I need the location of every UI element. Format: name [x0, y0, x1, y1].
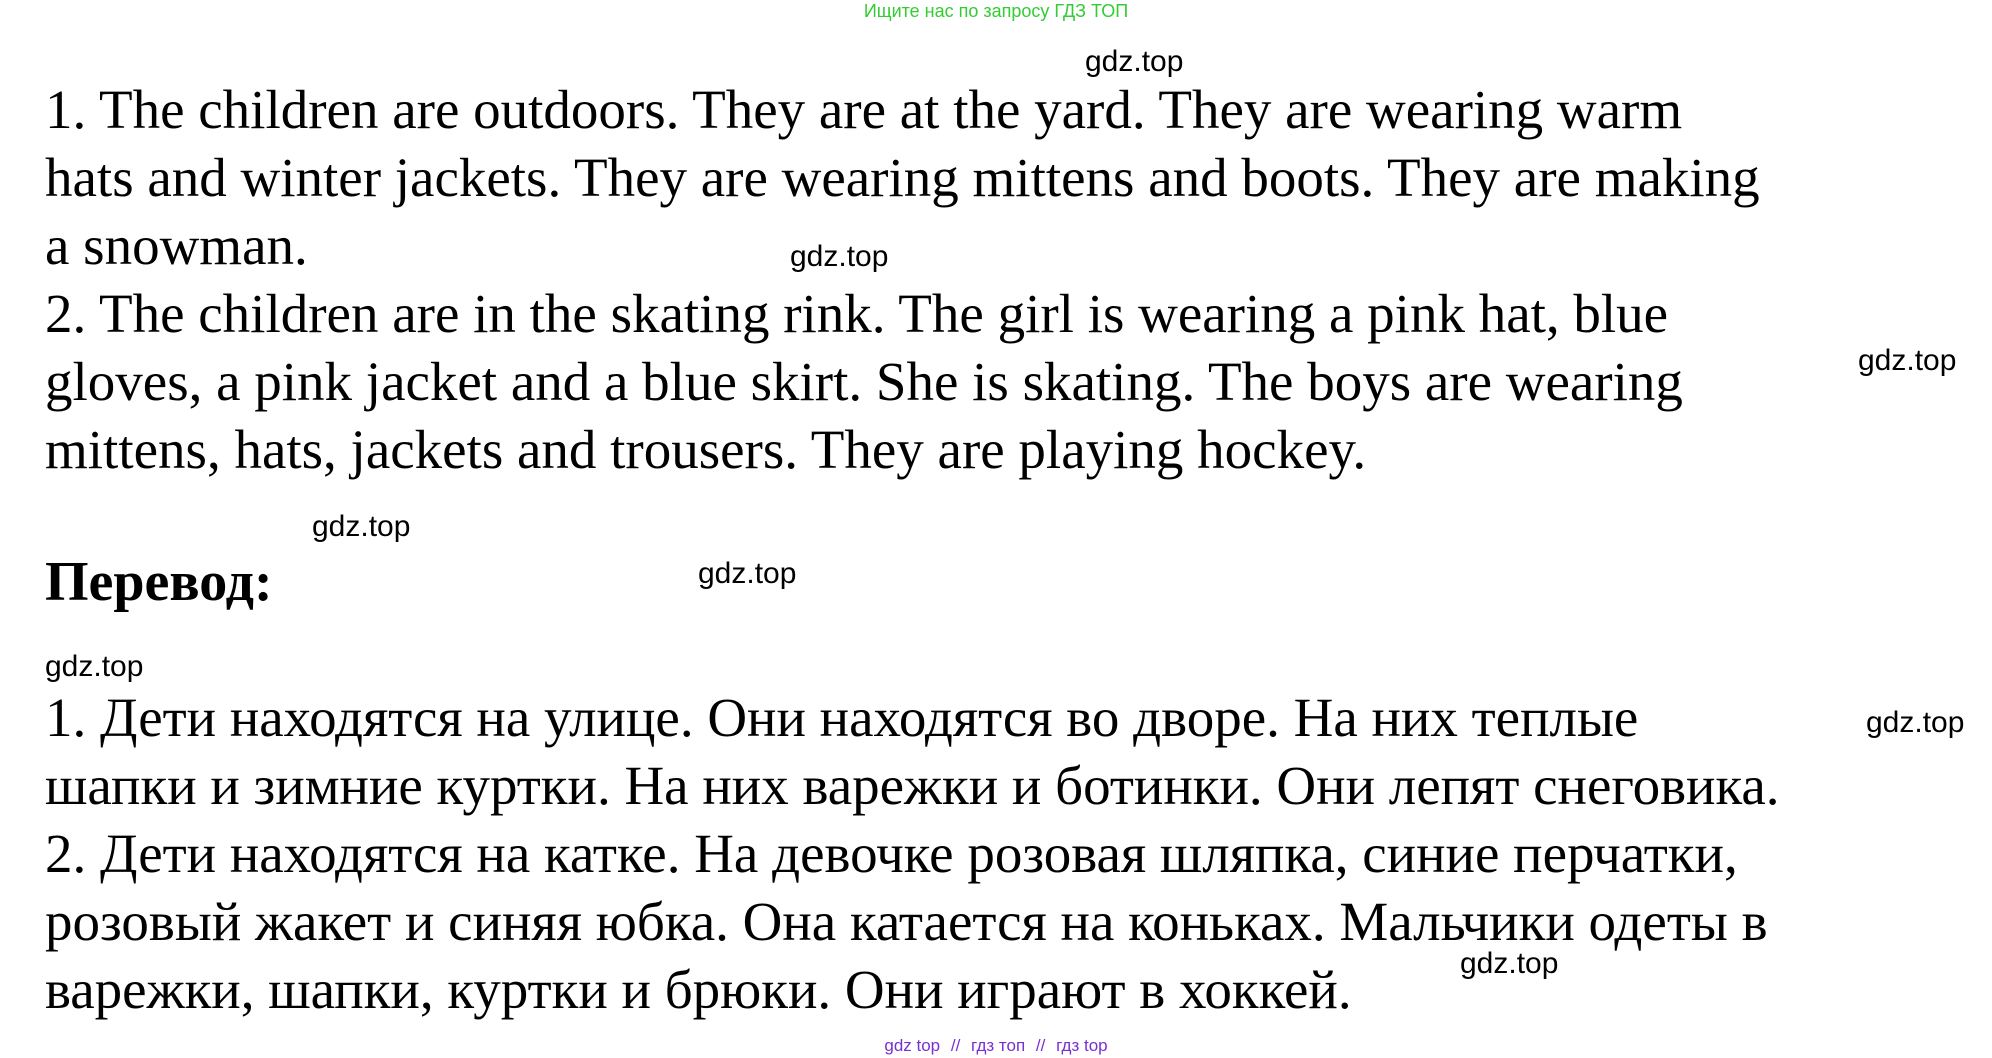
watermark: gdz.top [698, 557, 797, 590]
translation-line: 1. Дети находятся на улице. Они находятся во дворе. На них теплые [45, 687, 1639, 748]
watermark: gdz.top [1858, 344, 1957, 377]
watermark: gdz.top [1866, 706, 1965, 739]
translation-heading: Перевод: [45, 551, 273, 613]
english-line: 1. The children are outdoors. They are at the yard. They are wearing warm [45, 79, 1683, 140]
english-line: 2. The children are in the skating rink. The girl is wearing a pink hat, blue [45, 283, 1669, 344]
footer-separator: // [950, 1036, 961, 1055]
footer-separator: // [1035, 1036, 1046, 1055]
watermark: gdz.top [1085, 45, 1184, 78]
english-line: hats and winter jackets. They are wearing mittens and boots. They are making [45, 147, 1760, 208]
footer-link[interactable]: гдз топ [971, 1036, 1026, 1055]
footer-links [0, 1036, 1992, 1056]
watermark: gdz.top [312, 510, 411, 543]
translation-text-block [45, 684, 1780, 1024]
english-line: gloves, a pink jacket and a blue skirt. She is skating. The boys are wearing [45, 351, 1683, 412]
translation-line: розовый жакет и синяя юбка. Она катается на коньках. Мальчики одеты в [45, 891, 1768, 952]
footer-link[interactable]: gdz top [884, 1036, 941, 1055]
english-text-block [45, 76, 1760, 484]
english-line: mittens, hats, jackets and trousers. They are playing hockey. [45, 419, 1367, 480]
watermark: gdz.top [790, 240, 889, 273]
watermark: gdz.top [1460, 947, 1559, 980]
translation-line: 2. Дети находятся на катке. На девочке розовая шляпка, синие перчатки, [45, 823, 1738, 884]
english-line: a snowman. [45, 215, 308, 276]
top-banner: Ищите нас по запросу ГДЗ ТОП [863, 1, 1129, 21]
footer-link[interactable]: гдз top [1056, 1036, 1108, 1055]
watermark: gdz.top [45, 650, 144, 683]
translation-line: шапки и зимние куртки. На них варежки и ботинки. Они лепят снеговика. [45, 755, 1780, 816]
translation-line: варежки, шапки, куртки и брюки. Они играют в хоккей. [45, 959, 1352, 1020]
